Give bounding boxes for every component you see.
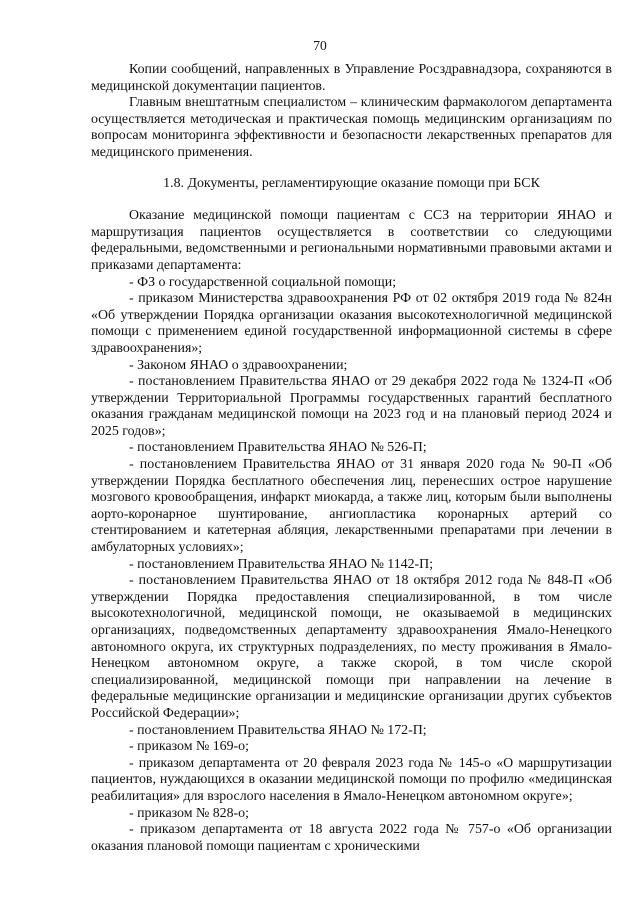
- list-item: - постановлением Правительства ЯНАО № 1142-П;: [129, 556, 434, 572]
- list-item: - постановлением Правительства ЯНАО от 31 января 2020 года № 90-П «Об утверждении Порядка бесплатного обеспечения лиц, перенесших острое нарушение мозгового кровообращения, инфаркт миокарда, а также лиц, которым были выполнены аорто-коронарное шунтирование, ангиопластика коронарных артерий со стентированием и катетерная абляция, лекарственными препаратами при лечении в амбулаторных условиях»;: [91, 457, 612, 556]
- page-body: [91, 62, 612, 855]
- section-heading: 1.8. Документы, регламентирующие оказание помощи при БСК: [163, 175, 540, 191]
- list-item: - приказом Министерства здравоохранения РФ от 02 октября 2019 года № 824н «Об утверждении Порядка организации оказания высокотехнологичной медицинской помощи с применением единой государственной информационной системы в сфере здравоохранения»;: [91, 291, 612, 356]
- list-item: - приказом департамента от 18 августа 2022 года № 757-о «Об организации оказания плановой помощи пациентам с хроническими: [91, 822, 612, 854]
- list-item: - ФЗ о государственной социальной помощи;: [129, 274, 397, 290]
- list-item: - приказом департамента от 20 февраля 2023 года № 145-о «О маршрутизации пациентов, нуждающихся в оказании медицинской помощи по профилю «медицинская реабилитация» для взрослого населения в Ямало-Ненецком автономном округе»;: [91, 755, 612, 804]
- list-item: - Законом ЯНАО о здравоохранении;: [129, 357, 348, 373]
- list-item: - постановлением Правительства ЯНАО от 29 декабря 2022 года № 1324-П «Об утверждении Территориальной Программы государственных гарантий бесплатного оказания гражданам медицинской помощи на 2023 год и на плановый период 2024 и 2025 годов»;: [91, 374, 612, 439]
- list-item: - приказом № 828-о;: [129, 805, 249, 821]
- page-number: 70: [313, 38, 327, 53]
- paragraph: Копии сообщений, направленных в Управление Росздравнадзора, сохраняются в медицинской документации пациентов.: [91, 62, 612, 94]
- intro-paragraph: Оказание медицинской помощи пациентам с ССЗ на территории ЯНАО и маршрутизация пациентов осуществляется в соответствии со следующими федеральными, ведомственными и региональными нормативными правовыми актами и приказами департамента:: [91, 208, 612, 273]
- list-item: - постановлением Правительства ЯНАО № 526-П;: [129, 440, 427, 456]
- list-item: - постановлением Правительства ЯНАО № 172-П;: [129, 722, 427, 738]
- list-item: - приказом № 169-о;: [129, 739, 249, 755]
- list-item: - постановлением Правительства ЯНАО от 18 октября 2012 года № 848-П «Об утверждении Порядка предоставления специализированной, в том числе высокотехнологичной, медицинской помощи, не оказываемой в медицинских организациях, подведомственных департаменту здравоохранения Ямало-Ненецкого автономного округа, их структурных подразделениях, по месту проживания в Ямало-Ненецком автономном округе, а также скорой, в том числе скорой специализированной, медицинской помощи при направлении на лечение в федеральные медицинские организации и медицинские организации других субъектов Российской Федерации»;: [91, 573, 612, 721]
- paragraph: Главным внештатным специалистом – клиническим фармакологом департамента осуществляется методическая и практическая помощь медицинским организациям по вопросам мониторинга эффективности и безопасности лекарственных препаратов для медицинского применения.: [91, 95, 612, 160]
